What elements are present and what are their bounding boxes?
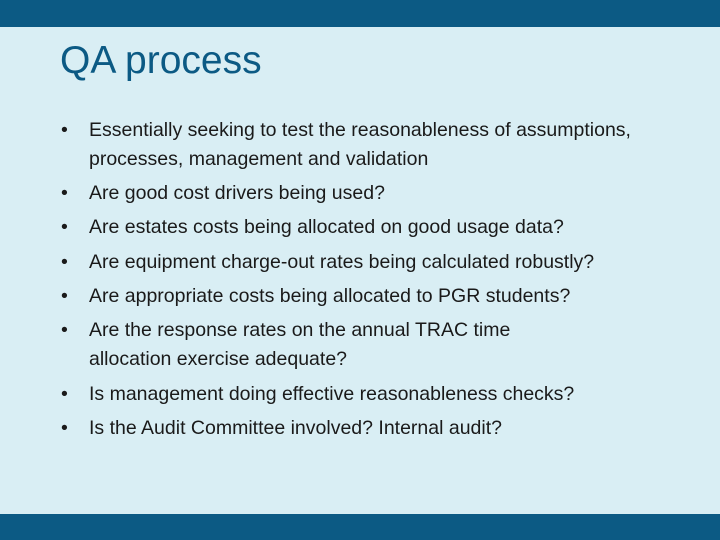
bullet-text: Essentially seeking to test the reasonableness of assumptions, processes, management and validation xyxy=(89,119,631,170)
bullet-item-3 xyxy=(61,213,691,242)
bullet-item-6 xyxy=(61,316,581,374)
bottom-accent-bar xyxy=(0,514,720,540)
bullet-marker: • xyxy=(61,285,68,307)
bullet-text: Are equipment charge-out rates being calculated robustly? xyxy=(89,251,595,273)
bullet-item-4 xyxy=(61,248,691,277)
bullet-item-2 xyxy=(61,179,691,208)
bullet-marker: • xyxy=(61,319,68,341)
bullet-marker: • xyxy=(61,251,68,273)
bullet-text: Are the response rates on the annual TRAC time allocation exercise adequate? xyxy=(89,319,511,370)
bullet-text: Are appropriate costs being allocated to PGR students? xyxy=(89,285,571,307)
bullet-marker: • xyxy=(61,383,68,405)
bullet-item-8 xyxy=(61,414,691,443)
bullet-marker: • xyxy=(61,119,68,141)
bullet-item-5 xyxy=(61,282,691,311)
bullet-item-1 xyxy=(61,116,691,174)
bullet-text: Are estates costs being allocated on good usage data? xyxy=(89,216,564,238)
bullet-text: Is the Audit Committee involved? Internal audit? xyxy=(89,417,502,439)
slide-title: QA process xyxy=(60,39,262,82)
bullet-marker: • xyxy=(61,216,68,238)
bullet-text: Is management doing effective reasonableness checks? xyxy=(89,383,575,405)
bullet-item-7 xyxy=(61,380,691,409)
bullet-marker: • xyxy=(61,417,68,439)
bullet-text: Are good cost drivers being used? xyxy=(89,182,385,204)
bullet-marker: • xyxy=(61,182,68,204)
